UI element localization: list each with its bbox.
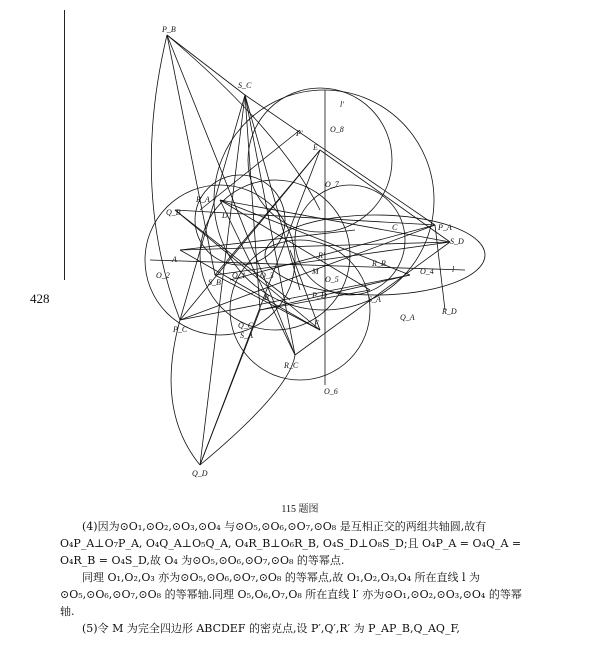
label-rc: R_C bbox=[284, 361, 299, 370]
label-o2: O_2 bbox=[156, 271, 170, 280]
paragraph-similarly: 同理 O₁,O₂,O₃ 亦为⊙O₅,⊙O₆,⊙O₇,⊙O₈ 的等幂点,故 O₁,O₂,O₃,O₄ 所在直线 l 为⊙O₅,⊙O₆,⊙O₇,⊙O₈ 的等幂轴.同理 O₅,O₆,O₇,O₈ 所在直线 l′ 亦为⊙O₁,⊙O₂,⊙O₃,⊙O₄ 的等幂轴. bbox=[60, 571, 522, 618]
label-o1: O_1 bbox=[232, 271, 246, 280]
label-qa: Q_A bbox=[400, 313, 415, 322]
label-d: D bbox=[222, 211, 228, 220]
label-qc: Q_C bbox=[238, 321, 254, 330]
label-o8: O_8 bbox=[330, 125, 344, 134]
chord-10 bbox=[175, 210, 290, 300]
label-p-prime: P' bbox=[296, 129, 303, 138]
page-number: 428 bbox=[30, 291, 50, 306]
label-a: A bbox=[172, 255, 177, 264]
label-sa-lower: S_A bbox=[240, 331, 253, 340]
label-c: C bbox=[392, 223, 398, 232]
margin-rule bbox=[64, 10, 65, 280]
geometry-figure bbox=[120, 10, 500, 480]
arc-qd-right bbox=[200, 355, 295, 465]
label-o3: O_3 bbox=[260, 271, 274, 280]
arc-qd-left bbox=[171, 320, 200, 465]
geometry-diagram bbox=[120, 10, 500, 480]
label-pb: P_B bbox=[162, 25, 176, 34]
label-b: B bbox=[264, 293, 269, 302]
label-f: F bbox=[314, 319, 319, 328]
label-qd: Q_D bbox=[192, 469, 208, 478]
label-pa: P_A bbox=[438, 223, 452, 232]
chord-26 bbox=[215, 242, 450, 275]
label-sd: S_D bbox=[450, 237, 464, 246]
label-r-prime: R' bbox=[318, 251, 325, 260]
chord-20 bbox=[320, 150, 450, 242]
label-pc: P_C bbox=[173, 325, 188, 334]
label-o7: O_7 bbox=[325, 180, 339, 189]
paragraph-4: (4)因为⊙O₁,⊙O₂,⊙O₃,⊙O₄ 与⊙O₅,⊙O₆,⊙O₇,⊙O₈ 是互相正交的两组共轴圆,故有 O₄P_A⊥O₇P_A, O₄Q_A⊥O₅Q_A, O₄R_B⊥O₆R_B, O₄S_D⊥O₈S_D;且 O₄P_A = O₄Q_A = O₄R_B = O₄S_D,故 O₄ 为⊙O₅,⊙O₆,⊙O₇,⊙O₈ 的等幂点. bbox=[60, 520, 522, 567]
label-ra: R_A bbox=[196, 195, 210, 204]
circle-small-right bbox=[295, 185, 405, 295]
label-o5: O_5 bbox=[325, 275, 339, 284]
arc-pb-right bbox=[167, 35, 320, 210]
label-o4: O_4 bbox=[420, 267, 434, 276]
label-ra-right: R_D bbox=[442, 307, 457, 316]
label-o6: O_6 bbox=[324, 387, 338, 396]
label-rb: R_B bbox=[372, 259, 386, 268]
label-m: M bbox=[312, 267, 319, 276]
figure-caption: 115 题图 bbox=[281, 504, 319, 515]
label-l-prime: l' bbox=[340, 100, 344, 109]
label-sc: S_C bbox=[238, 81, 252, 90]
label-l: l bbox=[452, 265, 455, 274]
label-sb: S_B bbox=[208, 278, 221, 287]
paragraph-5: (5)令 M 为完全四边形 ABCDEF 的密克点,设 P′,Q′,R′ 为 P_AP_B,Q_AQ_F, bbox=[82, 622, 460, 635]
body-text bbox=[60, 518, 530, 637]
chord-13 bbox=[180, 225, 435, 320]
label-e: E bbox=[313, 143, 318, 152]
chord-9 bbox=[175, 210, 320, 330]
chord-15 bbox=[200, 95, 245, 465]
label-pd: P_D bbox=[312, 291, 327, 300]
label-qb: Q_B bbox=[166, 208, 181, 217]
label-sa: S_A bbox=[368, 295, 381, 304]
